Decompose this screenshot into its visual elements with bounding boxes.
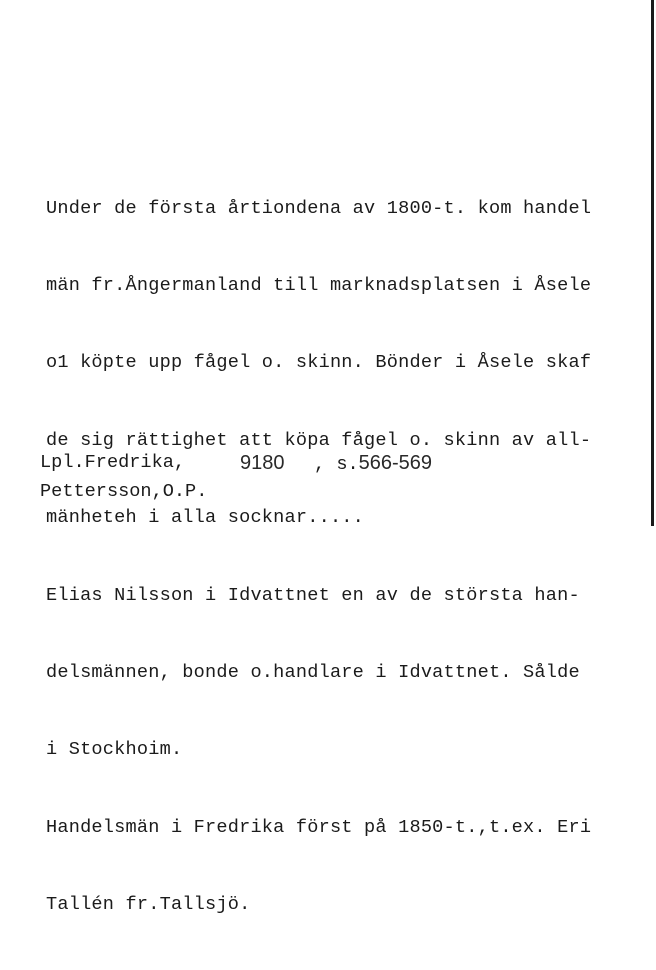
reference-number: 9180 [240,452,285,474]
note-line: delsmännen, bonde o.handlare i Idvattnet. Sålde [46,661,580,683]
reference-pages-prefix: , s. [314,454,359,475]
note-line: Under de första årtiondena av 1800-t. kom handel [46,197,592,219]
reference-pages [314,452,432,475]
reference-author: Pettersson,O.P. [40,481,208,502]
reference-source: Lpl.Fredrika, [40,452,186,473]
note-line: Tallén fr.Tallsjö. [46,894,251,916]
note-line: män fr.Ångermanland till marknadsplatsen i Åsele [46,274,592,296]
note-text [46,144,656,970]
note-line: i Stockhoim. [46,739,183,761]
note-line: o1 köpte upp fågel o. skinn. Bönder i Åsele skaf [46,352,592,374]
reference-pages-range: 566-569 [358,452,433,474]
card-edge [651,0,654,526]
note-line: de sig rättighet att köpa fågel o. skinn av all- [46,429,592,451]
note-line: mänheteh i alla socknar..... [46,507,365,529]
note-line: Elias Nilsson i Idvattnet en av de största han- [46,584,580,606]
note-line: Handelsmän i Fredrika först på 1850-t.,t.ex. Eri [46,816,592,838]
